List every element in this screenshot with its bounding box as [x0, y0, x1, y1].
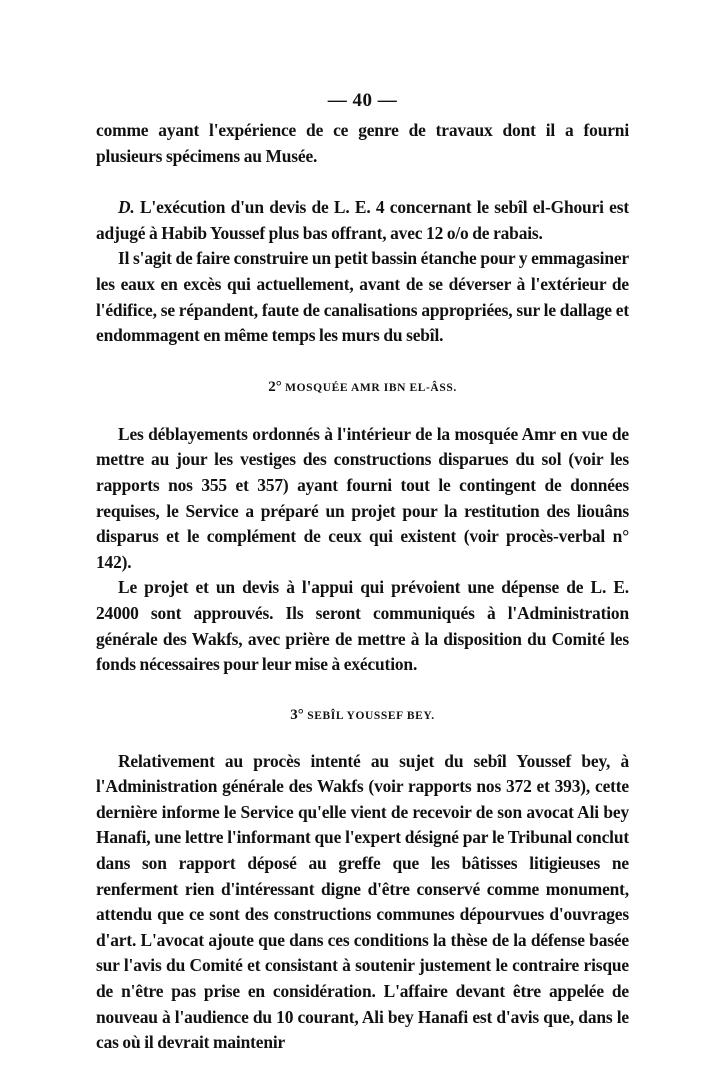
item-letter: D.	[118, 197, 135, 218]
item-d-text: L'exécution d'un devis de L. E. 4 concernant le sebîl el-Ghouri est adjugé à Habib Youssef plus bas offrant, avec 12 o/o de rabais.	[96, 197, 629, 243]
section-title: SEBÎL YOUSSEF BEY.	[307, 709, 435, 722]
paragraph-proces: Relativement au procès intenté au sujet du sebîl Youssef bey, à l'Administration générale des Wakfs (voir rapports nos 372 et 393), cette dernière informe le Service qu'elle vient de recevoir de son avocat Ali bey Hanafi, une lettre l'informant que l'expert désigné par le Tribunal conclut dans son rapport déposé au greffe que les bâtisses litigieuses ne renferment rien d'intéressant digne d'être conservé comme monument, attendu que ce sont des constructions communes dépourvues d'ouvrages d'art. L'avocat ajoute que dans ces conditions la thèse de la défense basée sur l'avis du Comité et consistant à soutenir justement le contraire risque de n'être pas prise en considération. L'affaire devant être appelée de nouveau à l'audience du 10 courant, Ali bey Hanafi est d'avis que, dans le cas où il devrait maintenir	[96, 750, 629, 1053]
paragraph-item-d	[96, 195, 629, 246]
paragraph-basin: Il s'agit de faire construire un petit bassin étanche pour y emmagasiner les eaux en excès qui actuellement, avant de se déverser à l'extérieur de l'édifice, se répandent, faute de canalisations appropriées, sur le dallage et endommagent en même temps les murs du sebîl.	[96, 248, 629, 346]
section-heading-mosque-amr	[96, 377, 629, 398]
paragraph-projet: Le projet et un devis à l'appui qui prévoient une dépense de L. E. 24000 sont approuvés. Ils seront communiqués à l'Administration générale des Wakfs, avec prière de mettre à la disposition du Comité les fonds nécessaires pour leur mise à exécution.	[96, 577, 629, 675]
section-number: 3°	[290, 706, 304, 723]
paragraph-deblayements: Les déblayements ordonnés à l'intérieur de la mosquée Amr en vue de mettre au jour les vestiges des constructions disparues du sol (voir les rapports nos 355 et 357) ayant fourni tout le contingent de données requises, le Service a préparé un projet pour la restitution des liouâns disparus et le complément de ceux qui existent (voir procès-verbal n° 142).	[96, 423, 629, 572]
page-number: — 40 —	[327, 90, 398, 111]
document-page	[96, 88, 629, 1056]
section-number: 2°	[268, 378, 282, 395]
paragraph-continuation: comme ayant l'expérience de ce genre de travaux dont il a fourni plusieurs spécimens au Musée.	[96, 120, 629, 166]
section-heading-sebil-youssef	[96, 705, 629, 726]
section-title: MOSQUÉE AMR IBN EL-ÂSS.	[285, 381, 457, 394]
